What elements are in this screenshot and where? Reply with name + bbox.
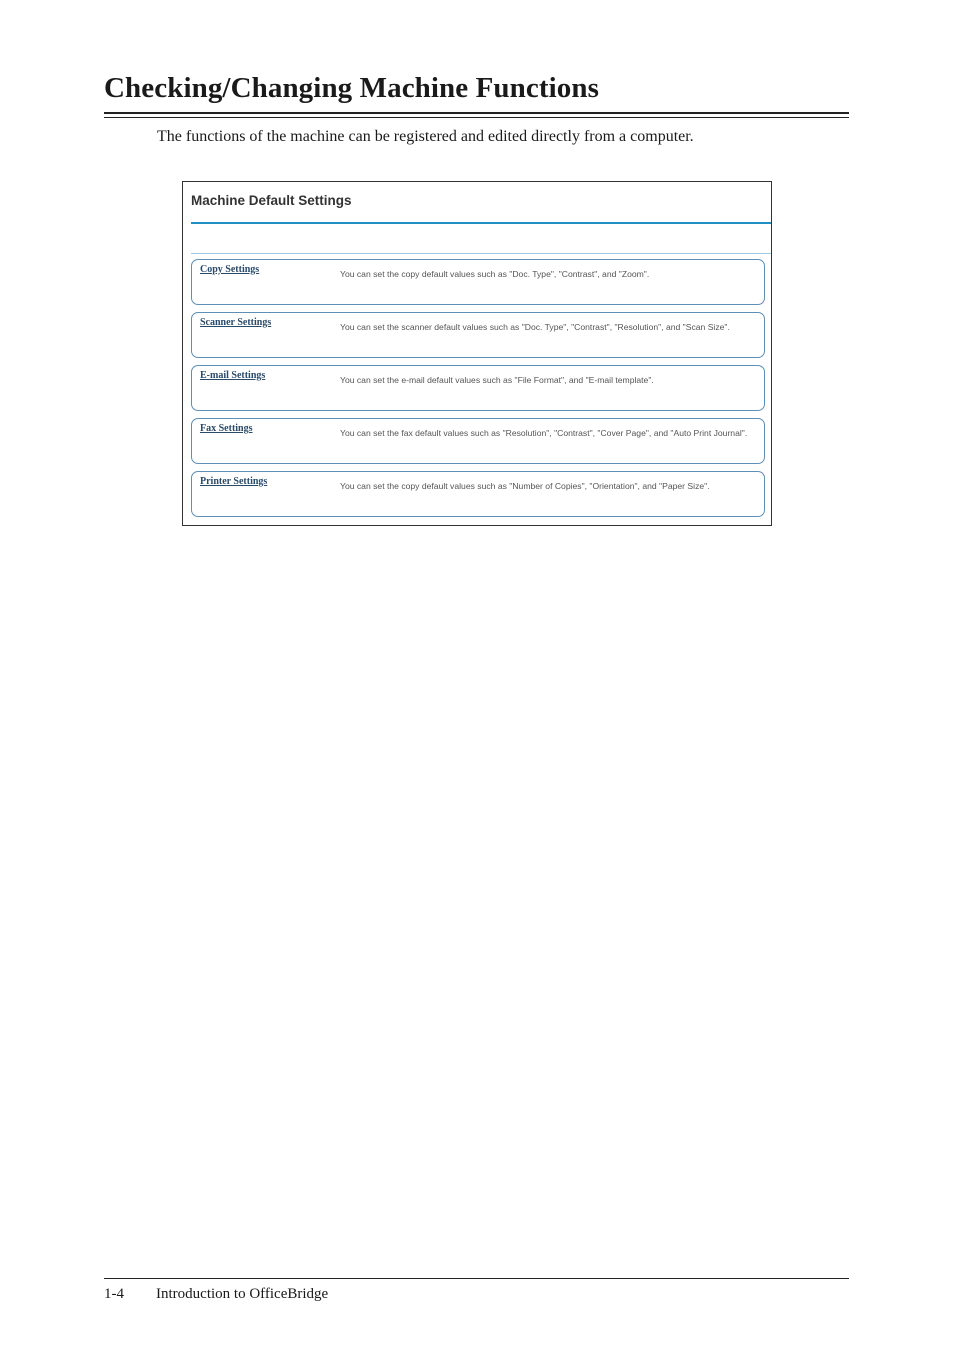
email-settings-description: You can set the e-mail default values such as "File Format", and "E-mail template". xyxy=(340,375,654,385)
email-settings-link[interactable]: E-mail Settings xyxy=(200,370,266,381)
panel-title: Machine Default Settings xyxy=(191,193,352,208)
panel-subheader-divider xyxy=(191,253,771,254)
scanner-settings-description: You can set the scanner default values such as "Doc. Type", "Contrast", "Resolution", and "Scan Size". xyxy=(340,322,730,332)
fax-settings-link[interactable]: Fax Settings xyxy=(200,423,253,434)
footer-rule xyxy=(104,1278,849,1279)
intro-paragraph: The functions of the machine can be registered and edited directly from a computer. xyxy=(157,128,694,145)
page-title: Checking/Changing Machine Functions xyxy=(104,72,599,104)
settings-item-fax xyxy=(191,418,765,464)
footer-page-number: 1-4 xyxy=(104,1286,124,1302)
scanner-settings-link[interactable]: Scanner Settings xyxy=(200,317,272,328)
title-rule-thin xyxy=(104,117,849,118)
machine-default-settings-panel xyxy=(182,181,772,526)
fax-settings-description: You can set the fax default values such as "Resolution", "Contrast", "Cover Page", and "Auto Print Journal". xyxy=(340,428,748,438)
footer-section-title: Introduction to OfficeBridge xyxy=(156,1286,329,1302)
copy-settings-link[interactable]: Copy Settings xyxy=(200,264,260,275)
title-rule xyxy=(104,112,849,114)
panel-title-divider xyxy=(191,222,771,224)
printer-settings-description: You can set the copy default values such as "Number of Copies", "Orientation", and "Paper Size". xyxy=(340,481,710,491)
settings-item-scanner xyxy=(191,312,765,358)
printer-settings-link[interactable]: Printer Settings xyxy=(200,476,268,487)
copy-settings-description: You can set the copy default values such as "Doc. Type", "Contrast", and "Zoom". xyxy=(340,269,650,279)
settings-item-email xyxy=(191,365,765,411)
settings-item-printer xyxy=(191,471,765,517)
settings-item-copy xyxy=(191,259,765,305)
